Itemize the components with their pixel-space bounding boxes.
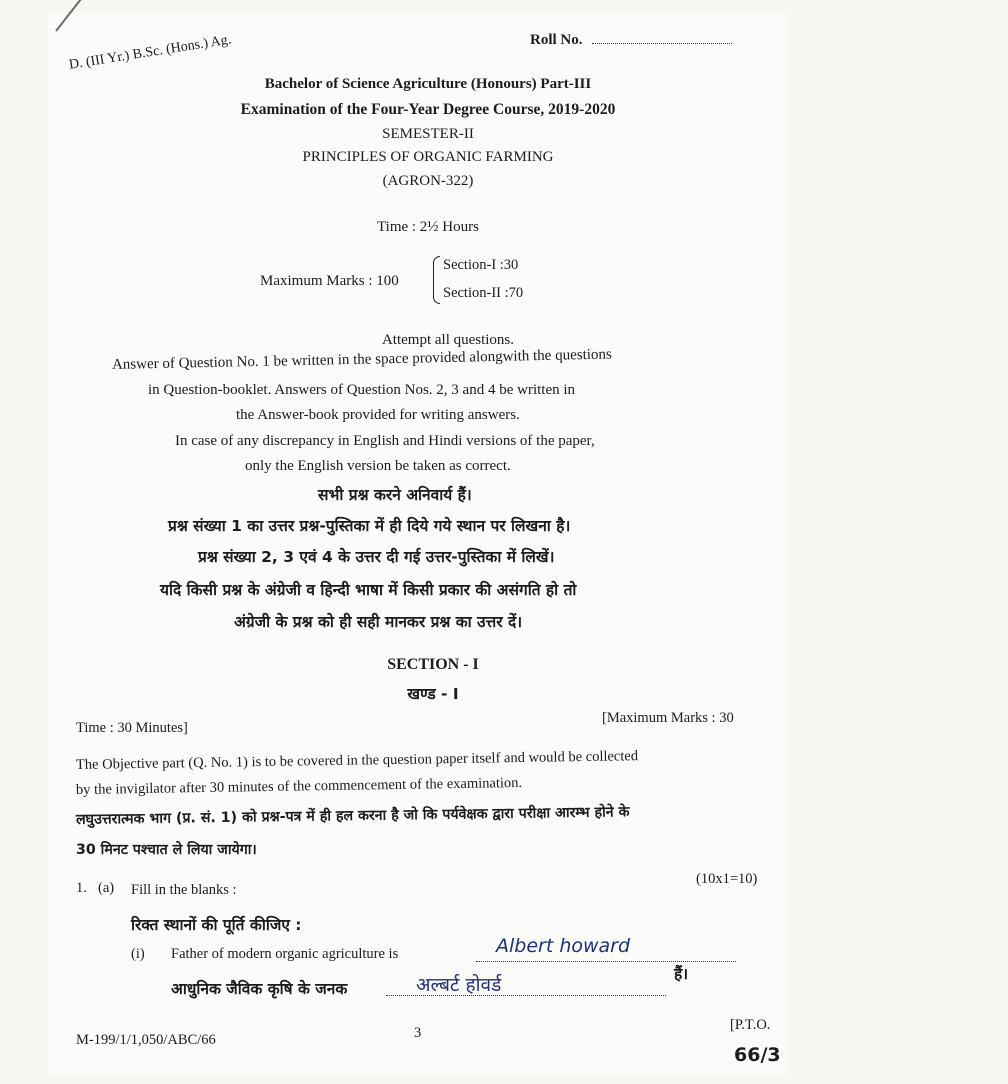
section-title-hindi: खण्ड - I [407,685,459,703]
question-instruction-hindi: रिक्त स्थानों की पूर्ति कीजिए : [131,916,302,934]
question-marks: (10x1=10) [696,871,758,887]
hindi-instruction-line: यदि किसी प्रश्न के अंग्रेजी व हिन्दी भाषा में किसी प्रकार की असंगति हो तो [160,581,577,599]
item-i-answer-blank [476,935,736,962]
objective-note-line: The Objective part (Q. No. 1) is to be covered in the question paper itself and would be collected [75,748,639,773]
objective-note-hindi-line: लघुउत्तरात्मक भाग (प्र. सं. 1) को प्रश्न-पत्र में ही हल करना है जो कि पर्यवेक्षक द्वारा परीक्षा आरम्भ होने के [75,804,630,828]
item-i-handwritten-answer: Albert howard [496,935,631,957]
instruction-attempt-all: Attempt all questions. [381,332,515,348]
exam-title: Examination of the Four-Year Degree Course, 2019-2020 [240,101,616,118]
hindi-instruction-line: प्रश्न संख्या 1 का उत्तर प्रश्न-पुस्तिका में ही दिये गये स्थान पर लिखना है। [168,517,571,535]
instruction-line: only the English version be taken as correct. [245,458,511,474]
item-i-label: (i) [131,946,145,962]
instruction-line: the Answer-book provided for writing answers. [236,407,520,423]
hindi-instruction-line: सभी प्रश्न करने अनिवार्य हैं। [318,486,472,504]
course-code: D. (III Yr.) B.Sc. (Hons.) Ag. [68,32,233,73]
paper-code: (AGRON-322) [382,173,474,189]
section1-marks: Section-I :30 [443,257,519,273]
marks-brace [433,256,440,304]
section-title: SECTION - I [387,656,479,673]
semester: SEMESTER-II [382,126,474,142]
degree-title: Bachelor of Science Agriculture (Honours) Part-III [264,76,592,92]
pto-label: [P.T.O. [730,1017,771,1033]
max-marks-label: Maximum Marks : 100 [260,273,399,289]
objective-note-hindi-line: 30 मिनट पश्चात ले लिया जायेगा। [76,842,257,858]
item-i-hindi-answer-blank [386,969,666,996]
roll-no-field [530,32,732,49]
question-part: (a) [98,880,115,896]
pen-stroke-mark [55,0,85,32]
instruction-line: in Question-booklet. Answers of Question Nos. 2, 3 and 4 be written in [148,382,576,398]
instruction-line: In case of any discrepancy in English and Hindi versions of the paper, [175,433,595,449]
instruction-line: Answer of Question No. 1 be written in the space provided alongwith the questions [111,346,612,373]
question-number: 1. [76,880,87,896]
item-i-handwritten-answer-hindi: अल्बर्ट होवर्ड [416,974,502,996]
handwritten-number: 66/3 [734,1044,781,1066]
roll-no-label: Roll No. [530,32,583,48]
page-number: 3 [414,1025,422,1041]
roll-no-blank [592,43,732,44]
question-instruction: Fill in the blanks : [131,882,237,898]
hindi-instruction-line: प्रश्न संख्या 2, 3 एवं 4 के उत्तर दी गई उत्तर-पुस्तिका में लिखें। [198,548,555,566]
exam-paper-page [48,14,788,1074]
section-time: Time : 30 Minutes] [76,720,188,736]
hindi-instruction-line: अंग्रेजी के प्रश्न को ही सही मानकर प्रश्न का उत्तर दें। [234,613,523,631]
item-i-text: Father of modern organic agriculture is [171,946,399,962]
section-max-marks: [Maximum Marks : 30 [602,710,734,726]
item-i-hindi-end: हैं। [674,965,689,983]
objective-note-line: by the invigilator after 30 minutes of the commencement of the examination. [75,774,523,798]
subject-title: PRINCIPLES OF ORGANIC FARMING [302,149,554,165]
footer-code: M-199/1/1,050/ABC/66 [76,1032,216,1048]
item-i-text-hindi: आधुनिक जैविक कृषि के जनक [171,980,348,998]
time-duration: Time : 2½ Hours [377,219,479,235]
section2-marks: Section-II :70 [443,285,524,301]
